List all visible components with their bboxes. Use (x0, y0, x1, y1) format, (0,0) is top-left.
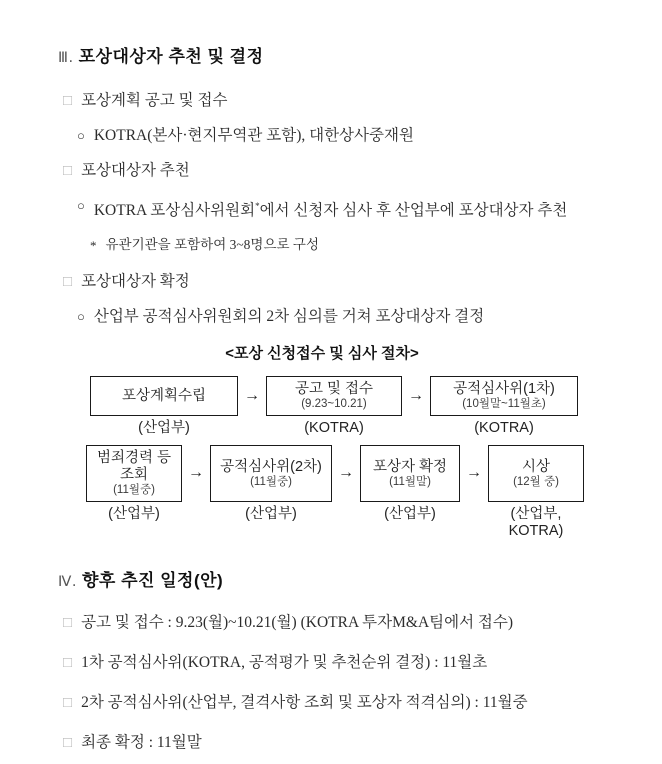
list-item-text: 산업부 공적심사위원회의 2차 심의를 거쳐 포상대상자 결정 (93, 308, 485, 326)
flow-caption: (산업부) (384, 506, 436, 523)
list-item (77, 307, 632, 327)
list-item-text: 최종 확정 : 11월말 (81, 734, 202, 752)
arrow-right-icon: → (244, 387, 260, 405)
flow-box (430, 376, 578, 416)
flow-box-label: 포상자 확정 (372, 458, 448, 475)
flow-box-label: 공적심사위(1차) (453, 381, 555, 398)
list-item-text: 1차 공적심사위(KOTRA, 공적평가 및 추천순위 결정) : 11월초 (81, 654, 488, 672)
flow-box-date: (11월중) (250, 475, 292, 488)
list-item-text: 포상계획 공고 및 접수 (81, 92, 228, 109)
text-after-footnote-mark: 에서 신청자 심사 후 산업부에 포상대상자 추천 (259, 202, 568, 220)
circle-bullet-icon: ○ (77, 309, 85, 325)
footnote-item (90, 236, 632, 255)
flow-caption: (KOTRA) (474, 420, 534, 437)
flow-caption: (KOTRA) (304, 420, 364, 437)
list-item-text: 포상대상자 추천 (81, 162, 190, 179)
section-4-title: 향후 추진 일정(안) (82, 571, 224, 591)
list-item (77, 126, 632, 146)
square-bullet-icon: □ (63, 274, 73, 291)
list-item (63, 91, 632, 111)
list-item (63, 272, 632, 292)
square-bullet-icon: □ (63, 735, 73, 752)
flow-box-label: 범죄경력 등 (96, 450, 172, 467)
square-bullet-icon: □ (63, 615, 73, 632)
text-before-footnote-mark: KOTRA 포상심사위원회 (93, 202, 256, 220)
flow-box-date: (11월중) (113, 484, 155, 497)
flow-box-label: 공적심사위(2차) (220, 458, 322, 475)
flow-box-label: 포상계획수립 (121, 387, 207, 404)
list-item-text (94, 196, 567, 221)
list-item-text: 2차 공적심사위(산업부, 결격사항 조회 및 포상자 적격심의) : 11월중 (81, 694, 528, 712)
flow-caption: (산업부) (245, 506, 297, 523)
flow-step-review1 (430, 376, 578, 437)
flow-caption: (산업부) (138, 420, 190, 437)
flow-step-background-check (86, 445, 182, 523)
flow-box-label: 시상 (521, 458, 550, 475)
list-item (63, 693, 632, 713)
flow-box (360, 445, 460, 502)
section-3-title: 포상대상자 추천 및 결정 (78, 47, 264, 66)
flowchart-row-2 (86, 445, 632, 540)
flow-box (488, 445, 584, 502)
flow-box-date: (10월말~11월초) (462, 398, 546, 411)
square-bullet-icon: □ (63, 695, 73, 712)
flowchart-row-1 (90, 376, 632, 437)
schedule-list (58, 613, 632, 753)
flow-box-date: (11월말) (389, 475, 431, 488)
flow-step-notice (266, 376, 402, 437)
flow-box (266, 376, 402, 416)
square-bullet-icon: □ (63, 93, 73, 109)
list-item-text: KOTRA(본사·현지무역관 포함), 대한상사중재원 (93, 127, 414, 144)
list-item (63, 653, 632, 673)
arrow-right-icon: → (338, 464, 354, 482)
square-bullet-icon: □ (63, 163, 73, 179)
flow-box-date: (12월 중) (513, 475, 559, 488)
arrow-right-icon: → (466, 464, 482, 482)
flowchart-title: <포상 신청접수 및 심사 절차> (225, 345, 419, 363)
section-3-heading (58, 42, 632, 67)
list-item (63, 161, 632, 181)
flow-box-label: 공고 및 접수 (294, 381, 374, 398)
flow-box (86, 445, 182, 502)
flow-step-plan (90, 376, 238, 437)
flowchart (58, 342, 632, 540)
list-item (77, 196, 632, 221)
flow-box-date: (9.23~10.21) (301, 398, 367, 411)
flow-step-review2 (210, 445, 332, 523)
section-4-numeral: Ⅳ. (58, 574, 77, 591)
flow-caption-line: (산업부, (510, 506, 562, 523)
flow-caption: (산업부) (108, 506, 160, 523)
flow-box (210, 445, 332, 502)
list-item-text: 공고 및 접수 : 9.23(월)~10.21(월) (KOTRA 투자M&A팀에서 접수) (81, 614, 514, 632)
arrow-right-icon: → (188, 464, 204, 482)
flow-step-award (488, 445, 584, 540)
circle-bullet-icon: ○ (77, 128, 85, 143)
flow-caption-line: KOTRA) (508, 523, 564, 540)
arrow-right-icon: → (408, 387, 424, 405)
flow-step-confirm (360, 445, 460, 523)
square-bullet-icon: □ (63, 655, 73, 672)
footnote-mark: * (255, 201, 260, 211)
asterisk-bullet-icon: * (90, 238, 97, 254)
circle-bullet-icon: ○ (77, 198, 85, 213)
flow-box (90, 376, 238, 416)
list-item (63, 613, 632, 633)
flow-box-label: 조회 (119, 467, 148, 484)
section-3-numeral: Ⅲ. (58, 50, 74, 66)
list-item (63, 733, 632, 753)
list-item-text: 포상대상자 확정 (81, 273, 190, 291)
section-4-heading (58, 566, 632, 591)
footnote-text: 유관기관을 포함하여 3~8명으로 구성 (105, 237, 320, 253)
flow-caption (509, 506, 564, 540)
